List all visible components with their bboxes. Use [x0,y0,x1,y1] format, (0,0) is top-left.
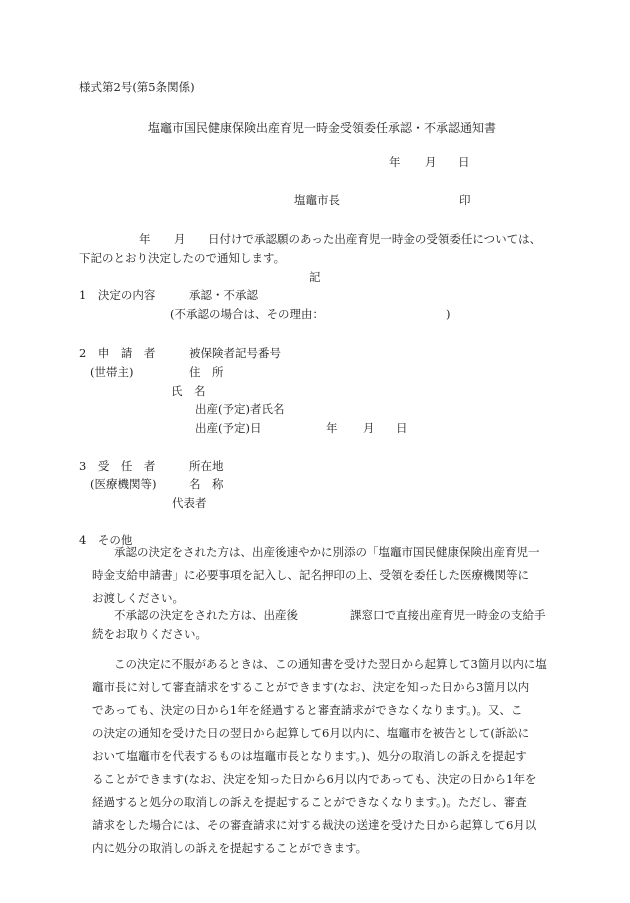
birth-date-year: 年 [326,421,338,435]
intro-year: 年 [139,232,151,246]
representative-label: 代表者 [172,496,207,510]
appeal-line: 請求をした場合には、その審査請求に対する裁決の送達を受けた日から起算して6月以 [92,818,537,832]
date-year: 年 [389,155,401,169]
ki-heading: 記 [309,270,321,284]
section4-line: 承認の決定をされた方は、出産後速やかに別添の「塩竈市国民健康保険出産育児一 [114,545,540,559]
section4-line: 続をお取りください。 [92,627,207,641]
intro-month: 月 [174,232,186,246]
appeal-notice [92,653,547,860]
appeal-line: 経過すると処分の取消しの訴えを提起することができなくなります。)。ただし、審査 [92,795,527,809]
section4-heading: 4 その他 [79,533,133,547]
appeal-line: おいて塩竈市を代表するものは塩竈市長となります。)、処分の取消しの訴えを提起す [92,749,527,763]
name-label: 氏 名 [171,384,206,398]
section3-heading: 3 受 任 者 [79,459,156,473]
decision-value: 承認・不承認 [189,288,258,302]
section1-heading: 1 決定の内容 [79,288,156,302]
location-label: 所在地 [189,459,224,473]
facility-name-label: 名 称 [189,477,224,491]
section4-body [92,541,540,610]
appeal-line: 竈市長に対して審査請求をすることができます(なお、決定を知った日から3箇月以内 [92,680,530,694]
birth-date-day: 日 [396,421,408,435]
section3-sub: (医療機関等) [90,477,157,491]
intro-line1-rest: 日付けで承認願のあった出産育児一時金の受領委任については、 [208,232,542,246]
issuer-seal: 印 [459,193,471,207]
birth-date-month: 月 [363,421,375,435]
section4-line: 時金支給申請書」に必要事項を記入し、記名押印の上、受領を委任した医療機関等に [92,568,529,582]
appeal-line: 内に処分の取消しの訴えを提起することができます。 [92,841,368,855]
form-number: 様式第2号(第5条関係) [79,80,195,94]
section4-line: 課窓口で直接出産育児一時金の支給手 [350,608,546,622]
issuer-name: 塩竈市長 [294,193,340,207]
appeal-line: であっても、決定の日から1年を経過すると審査請求ができなくなります。)。又、こ [92,703,523,717]
reason-open: (不承認の場合は、その理由： [170,307,324,321]
section4-line: お渡しください。 [92,591,184,605]
birth-date-label: 出産(予定)日 [195,421,262,435]
reason-close: ) [446,307,451,321]
insured-number-label: 被保険者記号番号 [189,346,281,360]
appeal-line: この決定に不服があるときは、この通知書を受けた翌日から起算して3箇月以内に塩 [114,657,547,671]
section2-heading: 2 申 請 者 [79,346,156,360]
address-label: 住 所 [189,365,224,379]
date-day: 日 [458,155,470,169]
date-month: 月 [425,155,437,169]
appeal-line: の決定の通知を受けた日の翌日から起算して6月以内に、塩竈市を被告として(訴訟に [92,726,530,740]
section4-line: 不承認の決定をされた方は、出産後 [114,608,298,622]
document-title: 塩竈市国民健康保険出産育児一時金受領委任承認・不承認通知書 [148,121,497,135]
appeal-line: ることができます(なお、決定を知った日から6月以内であっても、決定の日から1年を [92,772,537,786]
intro-line2: 下記のとおり決定したので通知します。 [79,251,286,265]
section2-sub: (世帯主) [90,365,134,379]
birth-person-name-label: 出産(予定)者氏名 [195,402,285,416]
